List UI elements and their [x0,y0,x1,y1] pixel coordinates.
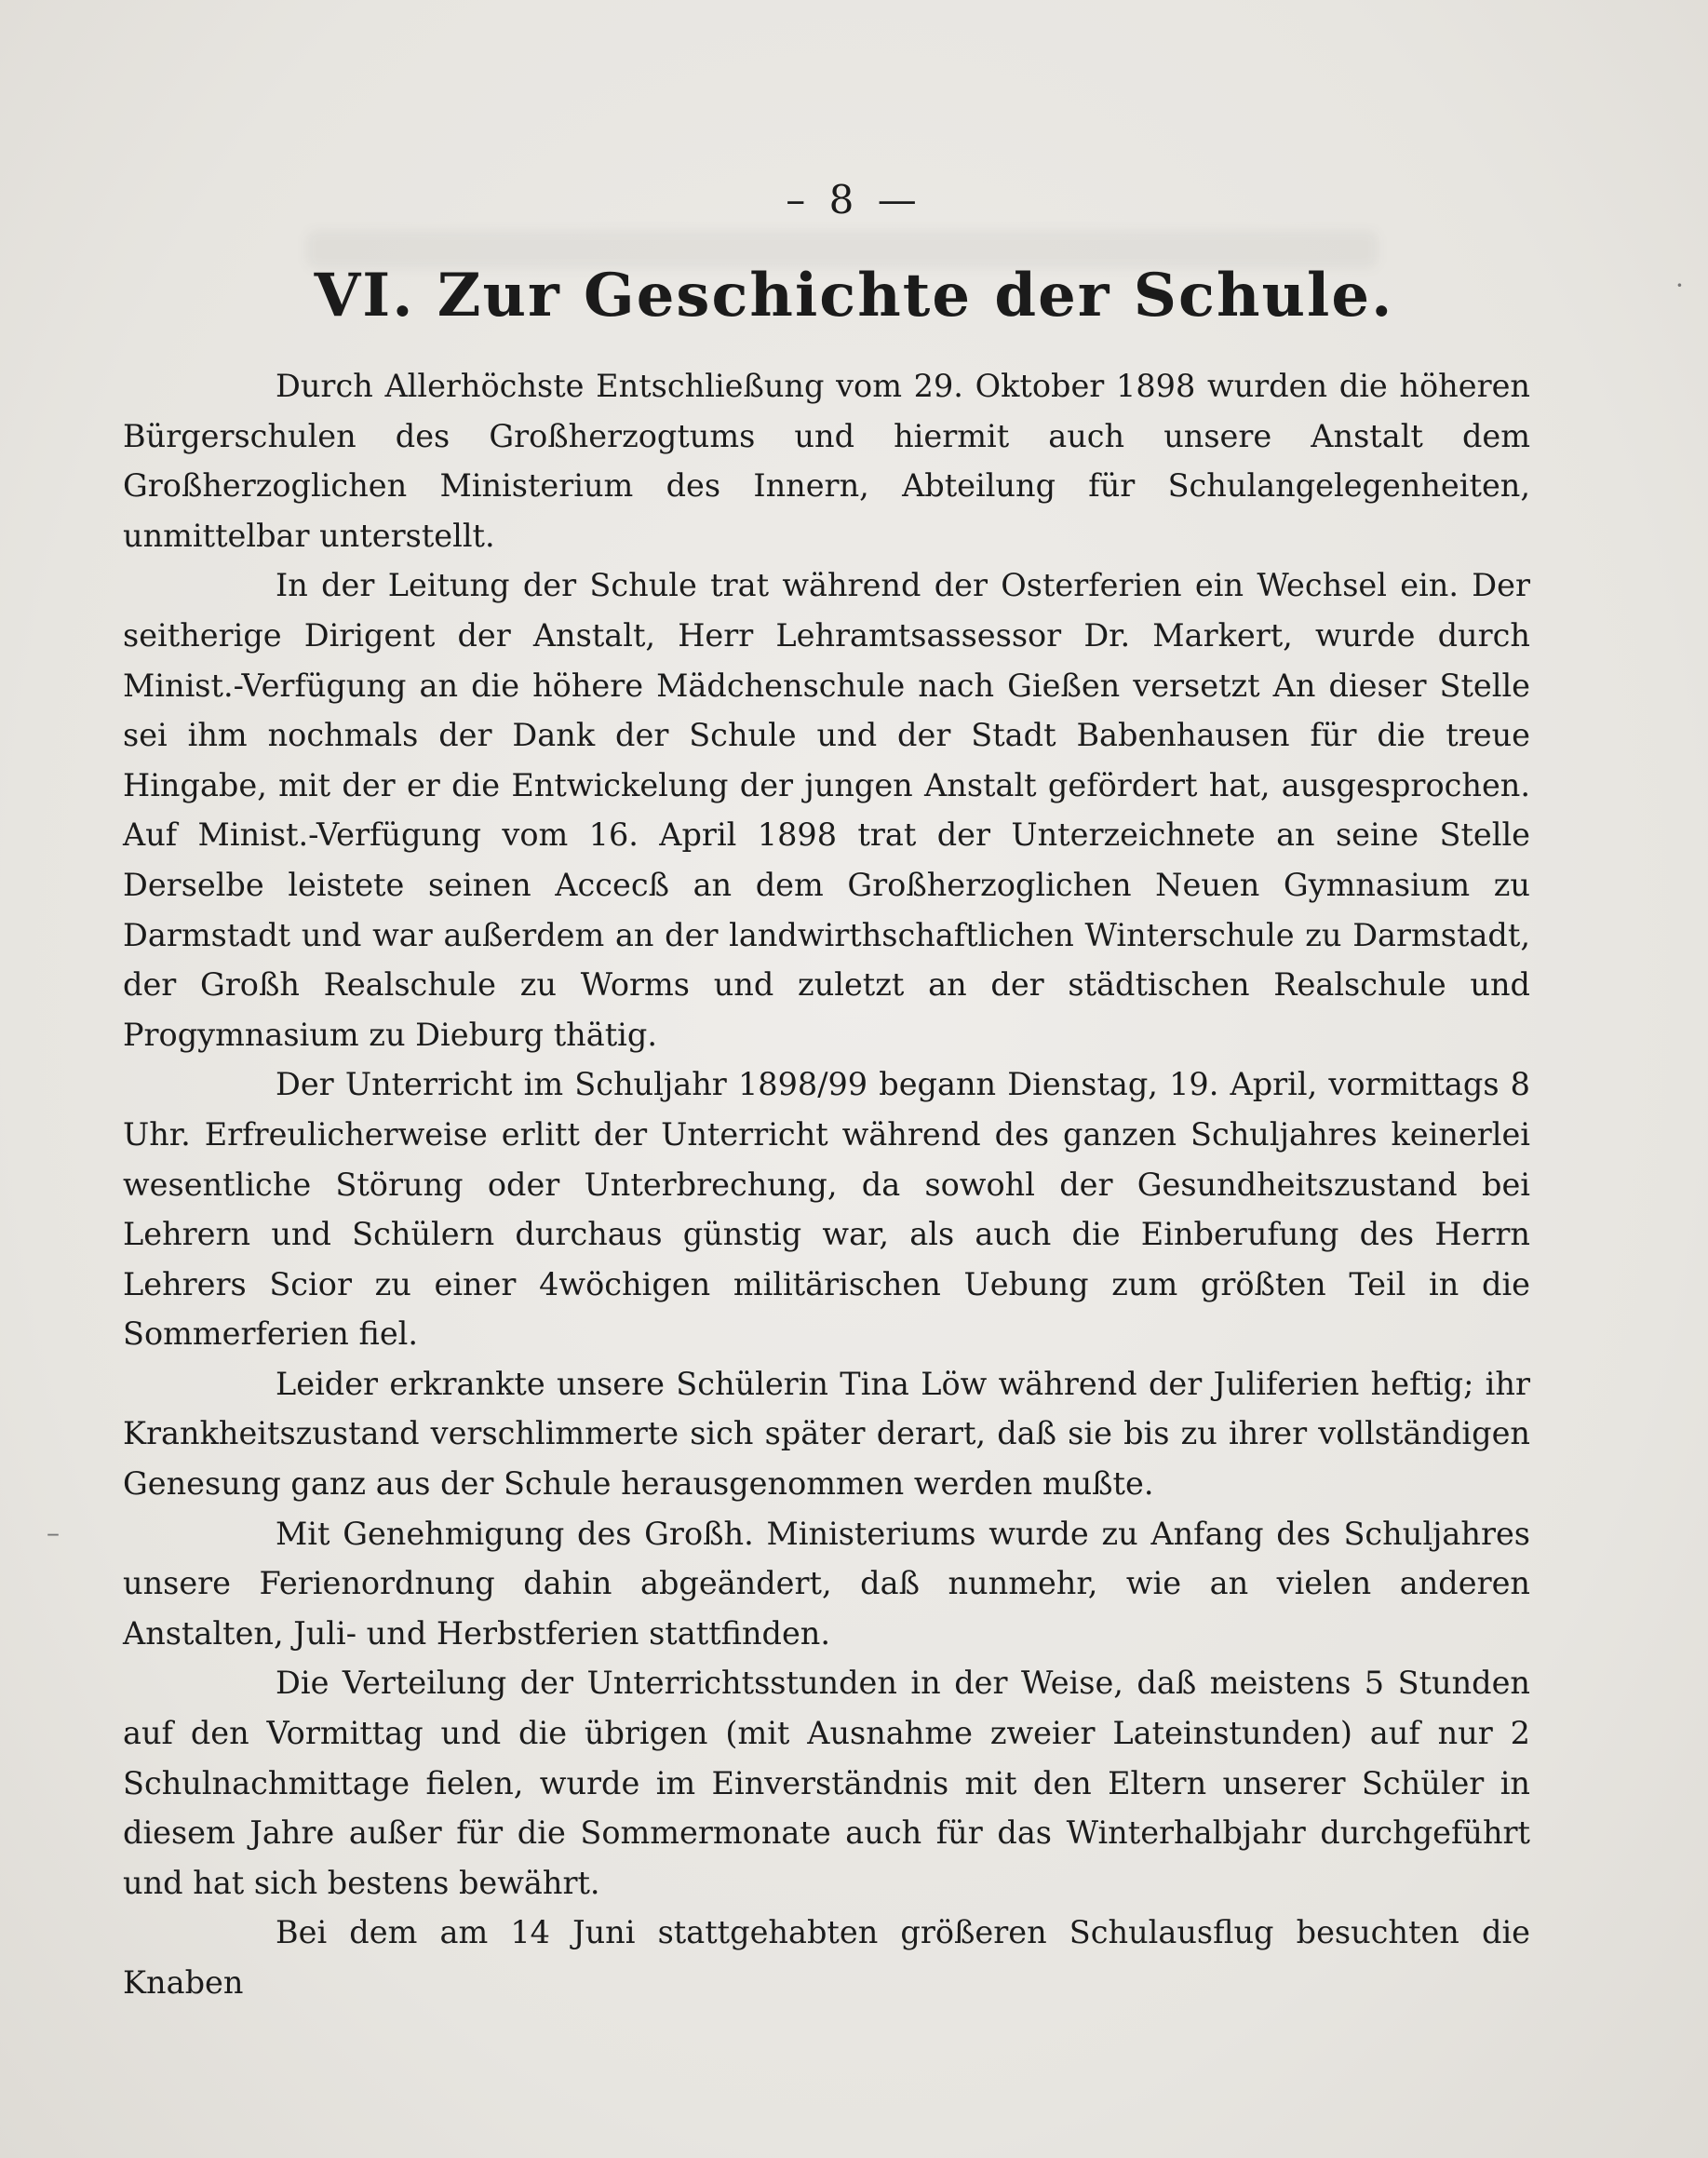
paragraph-1: Durch Allerhöchste Entschließung vom 29. Oktober 1898 wurden die höheren Bürgerschulen des Großherzogtums und hiermit auch unsere Anstalt dem Großherzoglichen Ministerium des Innern, Abteilung für Schulangelegenheiten, unmittelbar unterstellt. [123,368,1530,554]
paragraph-5: Mit Genehmigung des Großh. Ministeriums wurde zu Anfang des Schuljahres unsere Ferienordnung dahin abgeändert, daß nunmehr, wie an vielen anderen Anstalten, Juli- und Herbstferien stattfinden. [123,1515,1530,1652]
margin-speck: – [47,1517,60,1548]
paragraph-7: Bei dem am 14 Juni stattgehabten größeren Schulausflug besuchten die Knaben [123,1914,1530,2001]
page-number: – 8 — [786,177,922,223]
body-text [123,361,1530,2008]
margin-speck: · [1675,270,1684,301]
section-heading: VI. Zur Geschichte der Schule. [314,261,1394,330]
paragraph-3: Der Unterricht im Schuljahr 1898/99 begann Dienstag, 19. April, vormittags 8 Uhr. Erfreulicherweise erlitt der Unterricht während des ganzen Schuljahres keinerlei wesentliche Störung oder Unterbrechung, da sowohl der Gesundheitszustand bei Lehrern und Schülern durchaus günstig war, als auch die Einberufung des Herrn Lehrers Scior zu einer 4wöchigen militärischen Uebung zum größten Teil in die Sommerferien fiel. [123,1066,1530,1353]
paragraph-6: Die Verteilung der Unterrichtsstunden in der Weise, daß meistens 5 Stunden auf den Vormittag und die übrigen (mit Ausnahme zweier Lateinstunden) auf nur 2 Schulnachmittage fielen, wurde im Einverständnis mit den Eltern unserer Schüler in diesem Jahre außer für die Sommermonate auch für das Winterhalbjahr durchgeführt und hat sich bestens bewährt. [123,1665,1530,1901]
paragraph-4: Leider erkrankte unsere Schülerin Tina Löw während der Juliferien heftig; ihr Krankheitszustand verschlimmerte sich später derart, daß sie bis zu ihrer vollständigen Genesung ganz aus der Schule herausgenommen werden mußte. [123,1365,1530,1503]
paragraph-2: In der Leitung der Schule trat während der Osterferien ein Wechsel ein. Der seitherige Dirigent der Anstalt, Herr Lehramtsassessor Dr. Markert, wurde durch Minist.-Verfügung an die höhere Mädchenschule nach Gießen versetzt An dieser Stelle sei ihm nochmals der Dank der Schule und der Stadt Babenhausen für die treue Hingabe, mit der er die Entwickelung der jungen Anstalt gefördert hat, ausgesprochen. Auf Minist.-Verfügung vom 16. April 1898 trat der Unterzeichnete an seine Stelle Derselbe leistete seinen Accecß an dem Großherzoglichen Neuen Gymnasium zu Darmstadt und war außerdem an der landwirthschaftlichen Winterschule zu Darmstadt, der Großh Realschule zu Worms und zuletzt an der städtischen Realschule und Progymnasium zu Dieburg thätig. [123,567,1530,1053]
